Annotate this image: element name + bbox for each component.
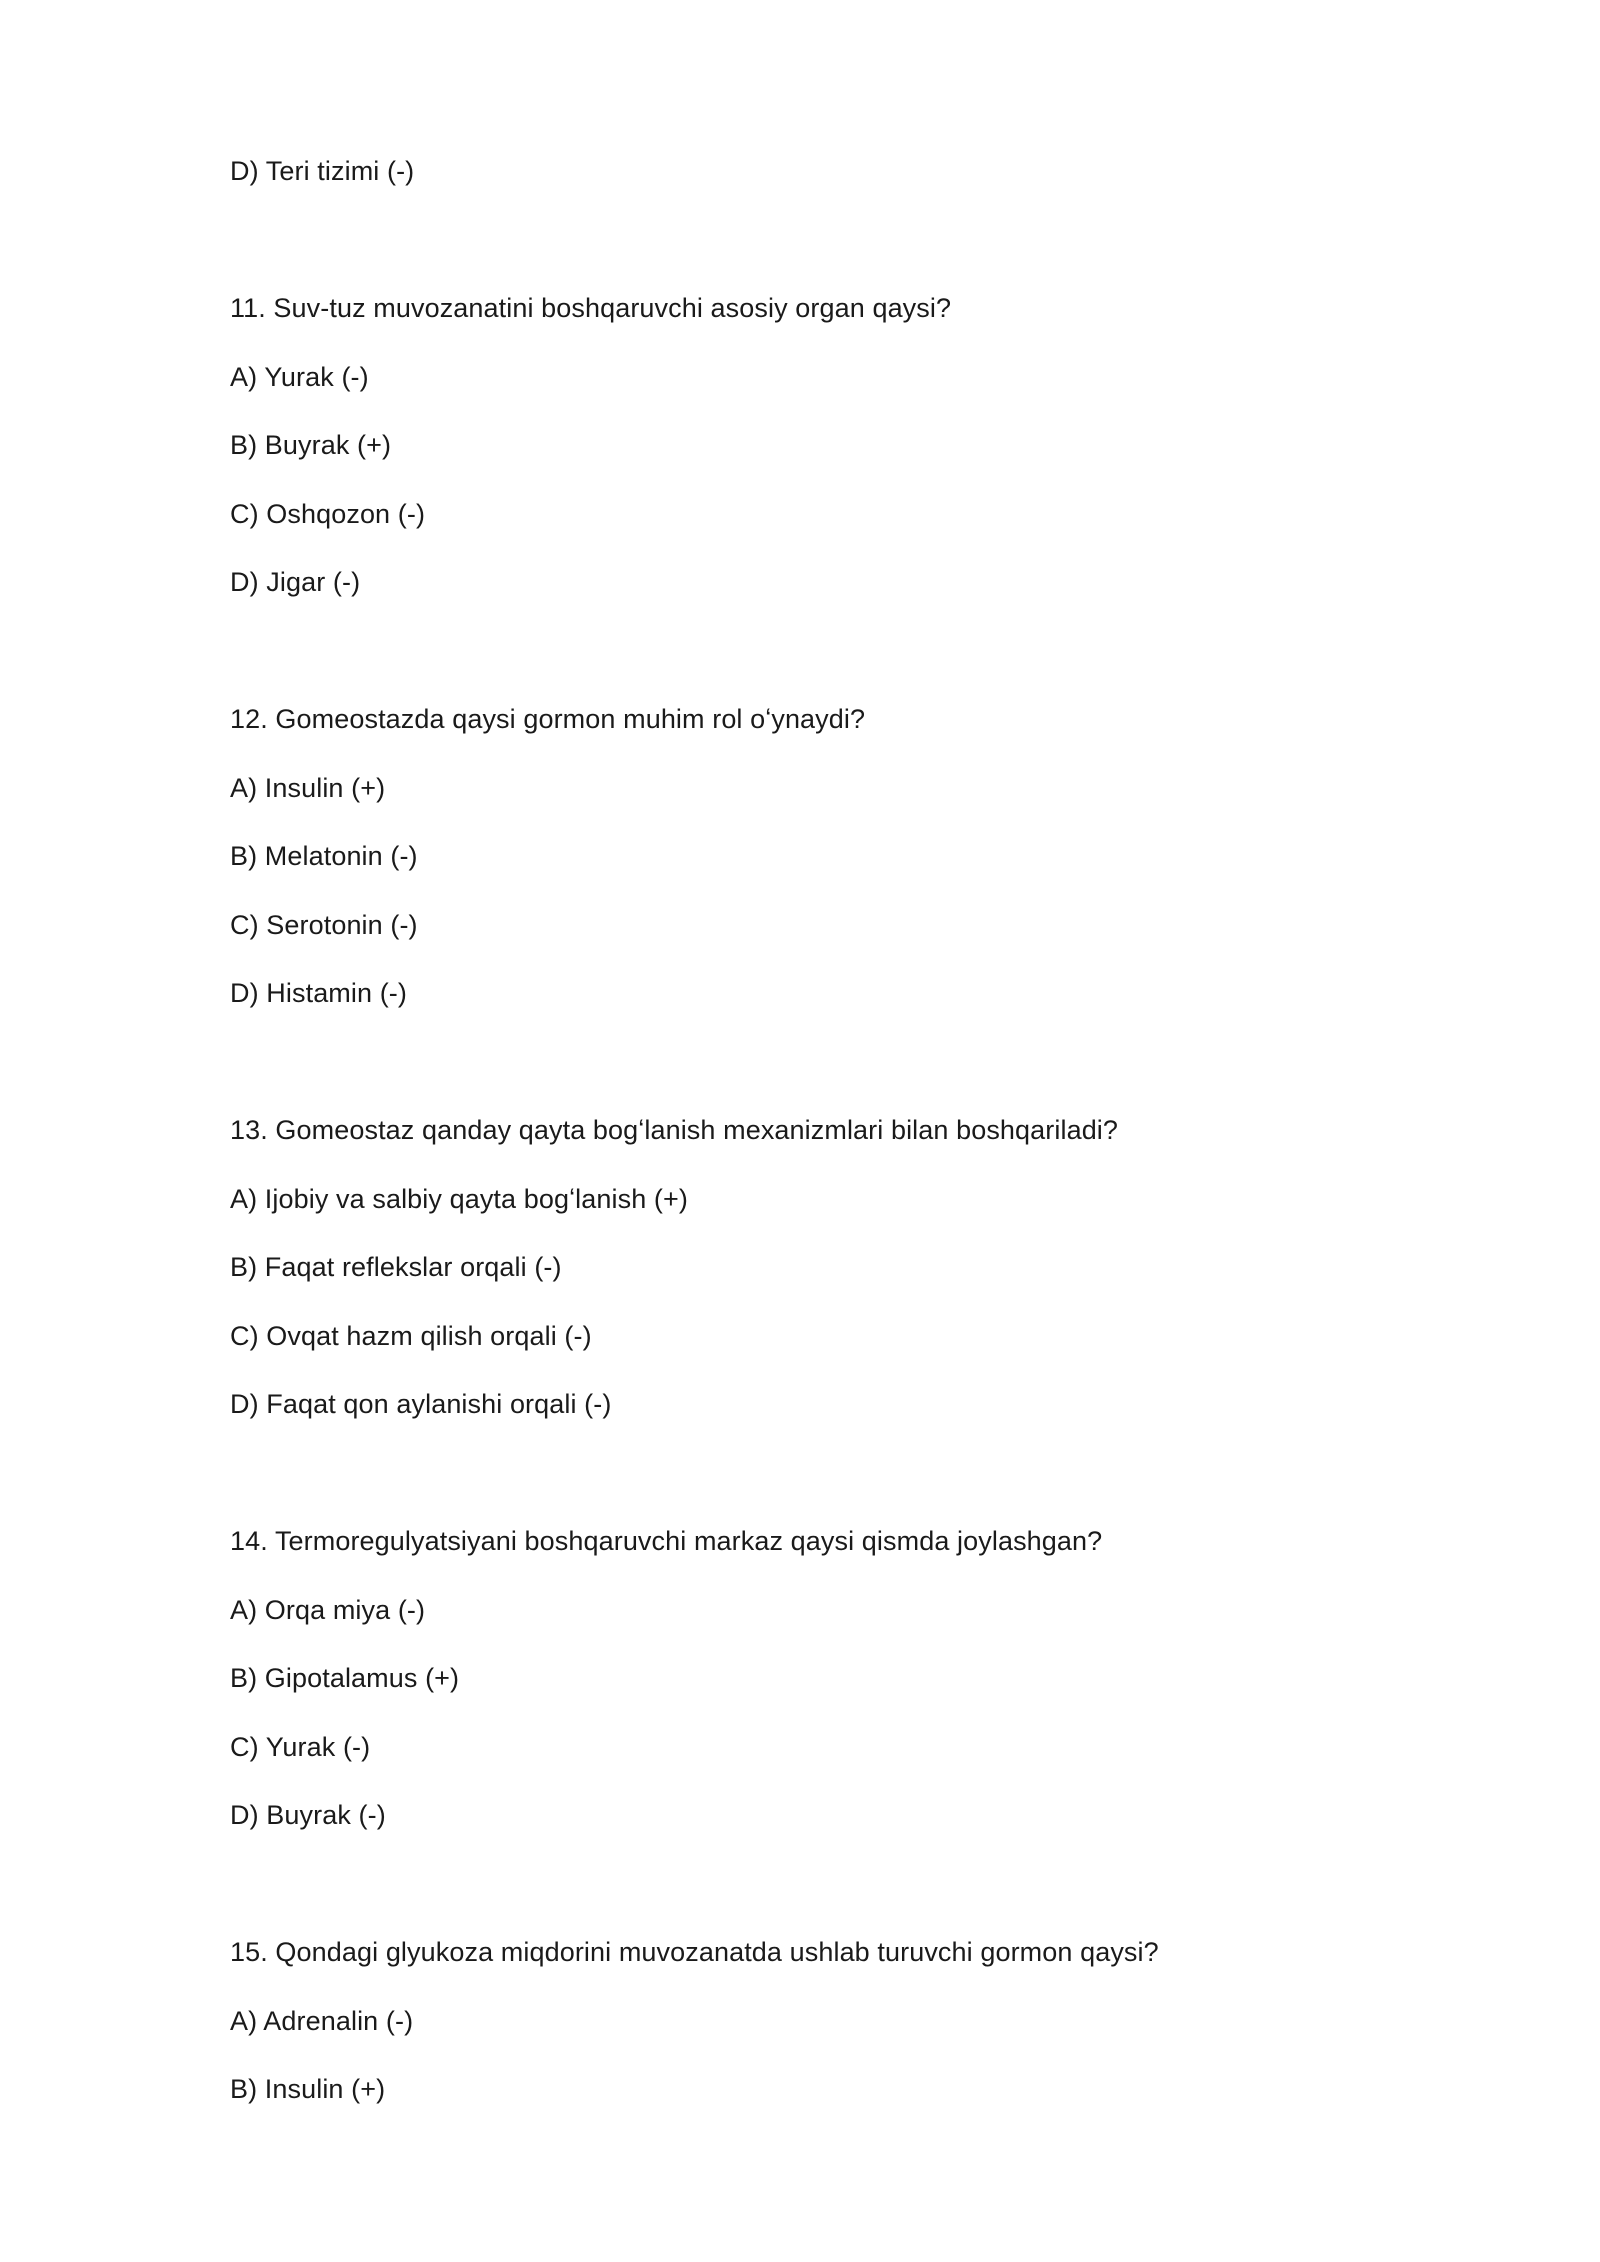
question-13: 13. Gomeostaz qanday qayta bogʻlanish mexanizmlari bilan boshqariladi? — [230, 1115, 1119, 1145]
question-11-option-c: C) Oshqozon (-) — [230, 499, 426, 529]
question-12-option-d: D) Histamin (-) — [230, 978, 407, 1008]
option-d-q10: D) Teri tizimi (-) — [230, 156, 415, 186]
question-14: 14. Termoregulyatsiyani boshqaruvchi markaz qaysi qismda joylashgan? — [230, 1526, 1103, 1556]
question-12-option-a: A) Insulin (+) — [230, 773, 386, 803]
question-13-option-b: B) Faqat reflekslar orqali (-) — [230, 1252, 562, 1282]
question-13-option-c: C) Ovqat hazm qilish orqali (-) — [230, 1321, 592, 1351]
question-12: 12. Gomeostazda qaysi gormon muhim rol oʻynaydi? — [230, 704, 866, 734]
question-14-option-b: B) Gipotalamus (+) — [230, 1663, 460, 1693]
question-14-option-a: A) Orqa miya (-) — [230, 1595, 426, 1625]
question-12-option-c: C) Serotonin (-) — [230, 910, 418, 940]
question-14-option-c: C) Yurak (-) — [230, 1732, 371, 1762]
question-15-option-b: B) Insulin (+) — [230, 2074, 386, 2104]
question-15: 15. Qondagi glyukoza miqdorini muvozanatda ushlab turuvchi gormon qaysi? — [230, 1937, 1159, 1967]
question-14-option-d: D) Buyrak (-) — [230, 1800, 386, 1830]
question-13-option-d: D) Faqat qon aylanishi orqali (-) — [230, 1389, 612, 1419]
question-11-option-b: B) Buyrak (+) — [230, 430, 392, 460]
question-13-option-a: A) Ijobiy va salbiy qayta bogʻlanish (+) — [230, 1184, 688, 1214]
question-11-option-a: A) Yurak (-) — [230, 362, 369, 392]
question-11-option-d: D) Jigar (-) — [230, 567, 361, 597]
question-11: 11. Suv-tuz muvozanatini boshqaruvchi asosiy organ qaysi? — [230, 293, 952, 323]
question-12-option-b: B) Melatonin (-) — [230, 841, 418, 871]
question-15-option-a: A) Adrenalin (-) — [230, 2006, 414, 2036]
